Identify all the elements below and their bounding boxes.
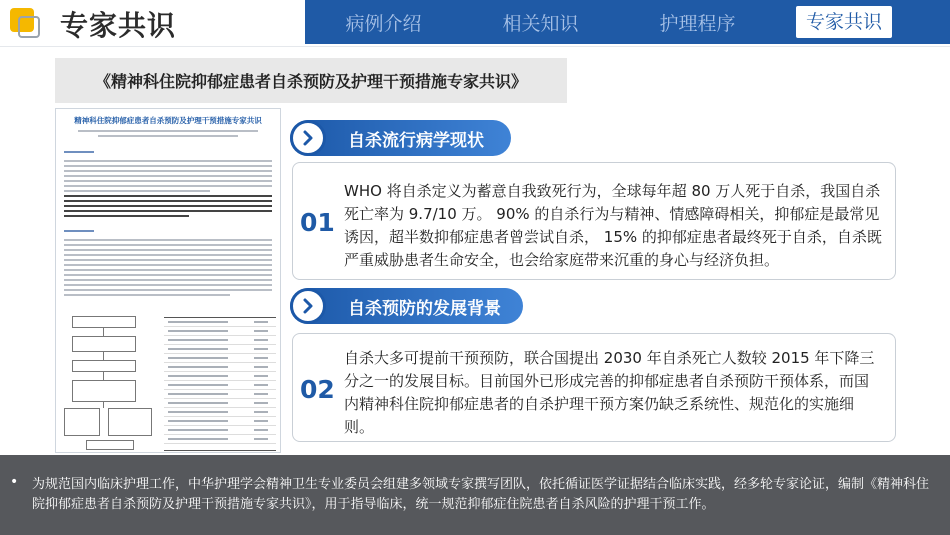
thumbnail-body-text <box>64 141 272 296</box>
document-thumbnail <box>55 108 281 453</box>
section-header-background <box>290 288 523 324</box>
chevron-right-icon <box>290 120 326 156</box>
page-title: 专家共识 <box>60 9 177 42</box>
logo-icon <box>10 8 42 38</box>
document-title: 《精神科住院抑郁症患者自杀预防及护理干预措施专家共识》 <box>55 58 567 103</box>
content-box-background <box>292 333 896 442</box>
thumbnail-table <box>164 317 276 451</box>
footer-text: 为规范国内临床护理工作，中华护理学会精神卫生专业委员会组建多领域专家撰写团队，依托循证医学证据结合临床实践，经多轮专家论证，编制《精神科住院抑郁症患者自杀预防及护理干预措施专家共识》，用于指导临床，统一规范抑郁症住院患者自杀风险的护理干预工作。 <box>32 477 930 512</box>
header <box>0 0 950 46</box>
section-text: 自杀大多可提前干预预防，联合国提出 2030 年自杀死亡人数较 2015 年下降三分之一的发展目标。目前国外已形成完善的抑郁症患者自杀预防干预体系，而国内精神科住院抑郁症患者的自杀护理干预方案仍缺乏系统性、规范化的实施细则。 <box>344 349 875 436</box>
thumbnail-flowchart <box>62 314 158 452</box>
footer-summary <box>0 455 950 535</box>
thumbnail-authors <box>66 130 270 137</box>
thumbnail-heading: 精神科住院抑郁症患者自杀预防及护理干预措施专家共识 <box>74 116 262 125</box>
section-header-epidemiology <box>290 120 511 156</box>
tab-case-intro[interactable]: 病例介绍 <box>345 12 422 35</box>
bullet-icon: • <box>10 474 19 490</box>
section-label: 自杀预防的发展背景 <box>348 298 501 319</box>
top-nav <box>305 0 950 44</box>
section-text: WHO 将自杀定义为蓄意自我致死行为，全球每年超 80 万人死于自杀，我国自杀死亡率为 9.7/10 万。 90% 的自杀行为与精神、情感障碍相关，抑郁症是最常见诱因，超半数抑郁症患者曾尝试自杀， 15% 的抑郁症患者最终死于自杀，自杀既严重威胁患者生命安全，也会给家庭带来沉重的身心与经济负担。 <box>344 182 882 269</box>
section-label: 自杀流行病学现状 <box>348 130 484 151</box>
content-box-epidemiology <box>292 162 896 280</box>
section-number: 01 <box>300 208 335 237</box>
tab-nursing-process[interactable]: 护理程序 <box>659 12 736 35</box>
header-divider <box>0 46 950 47</box>
tab-expert-consensus[interactable]: 专家共识 <box>796 6 892 38</box>
section-number: 02 <box>300 375 335 404</box>
tab-related-knowledge[interactable]: 相关知识 <box>502 12 579 35</box>
chevron-right-icon <box>290 288 326 324</box>
